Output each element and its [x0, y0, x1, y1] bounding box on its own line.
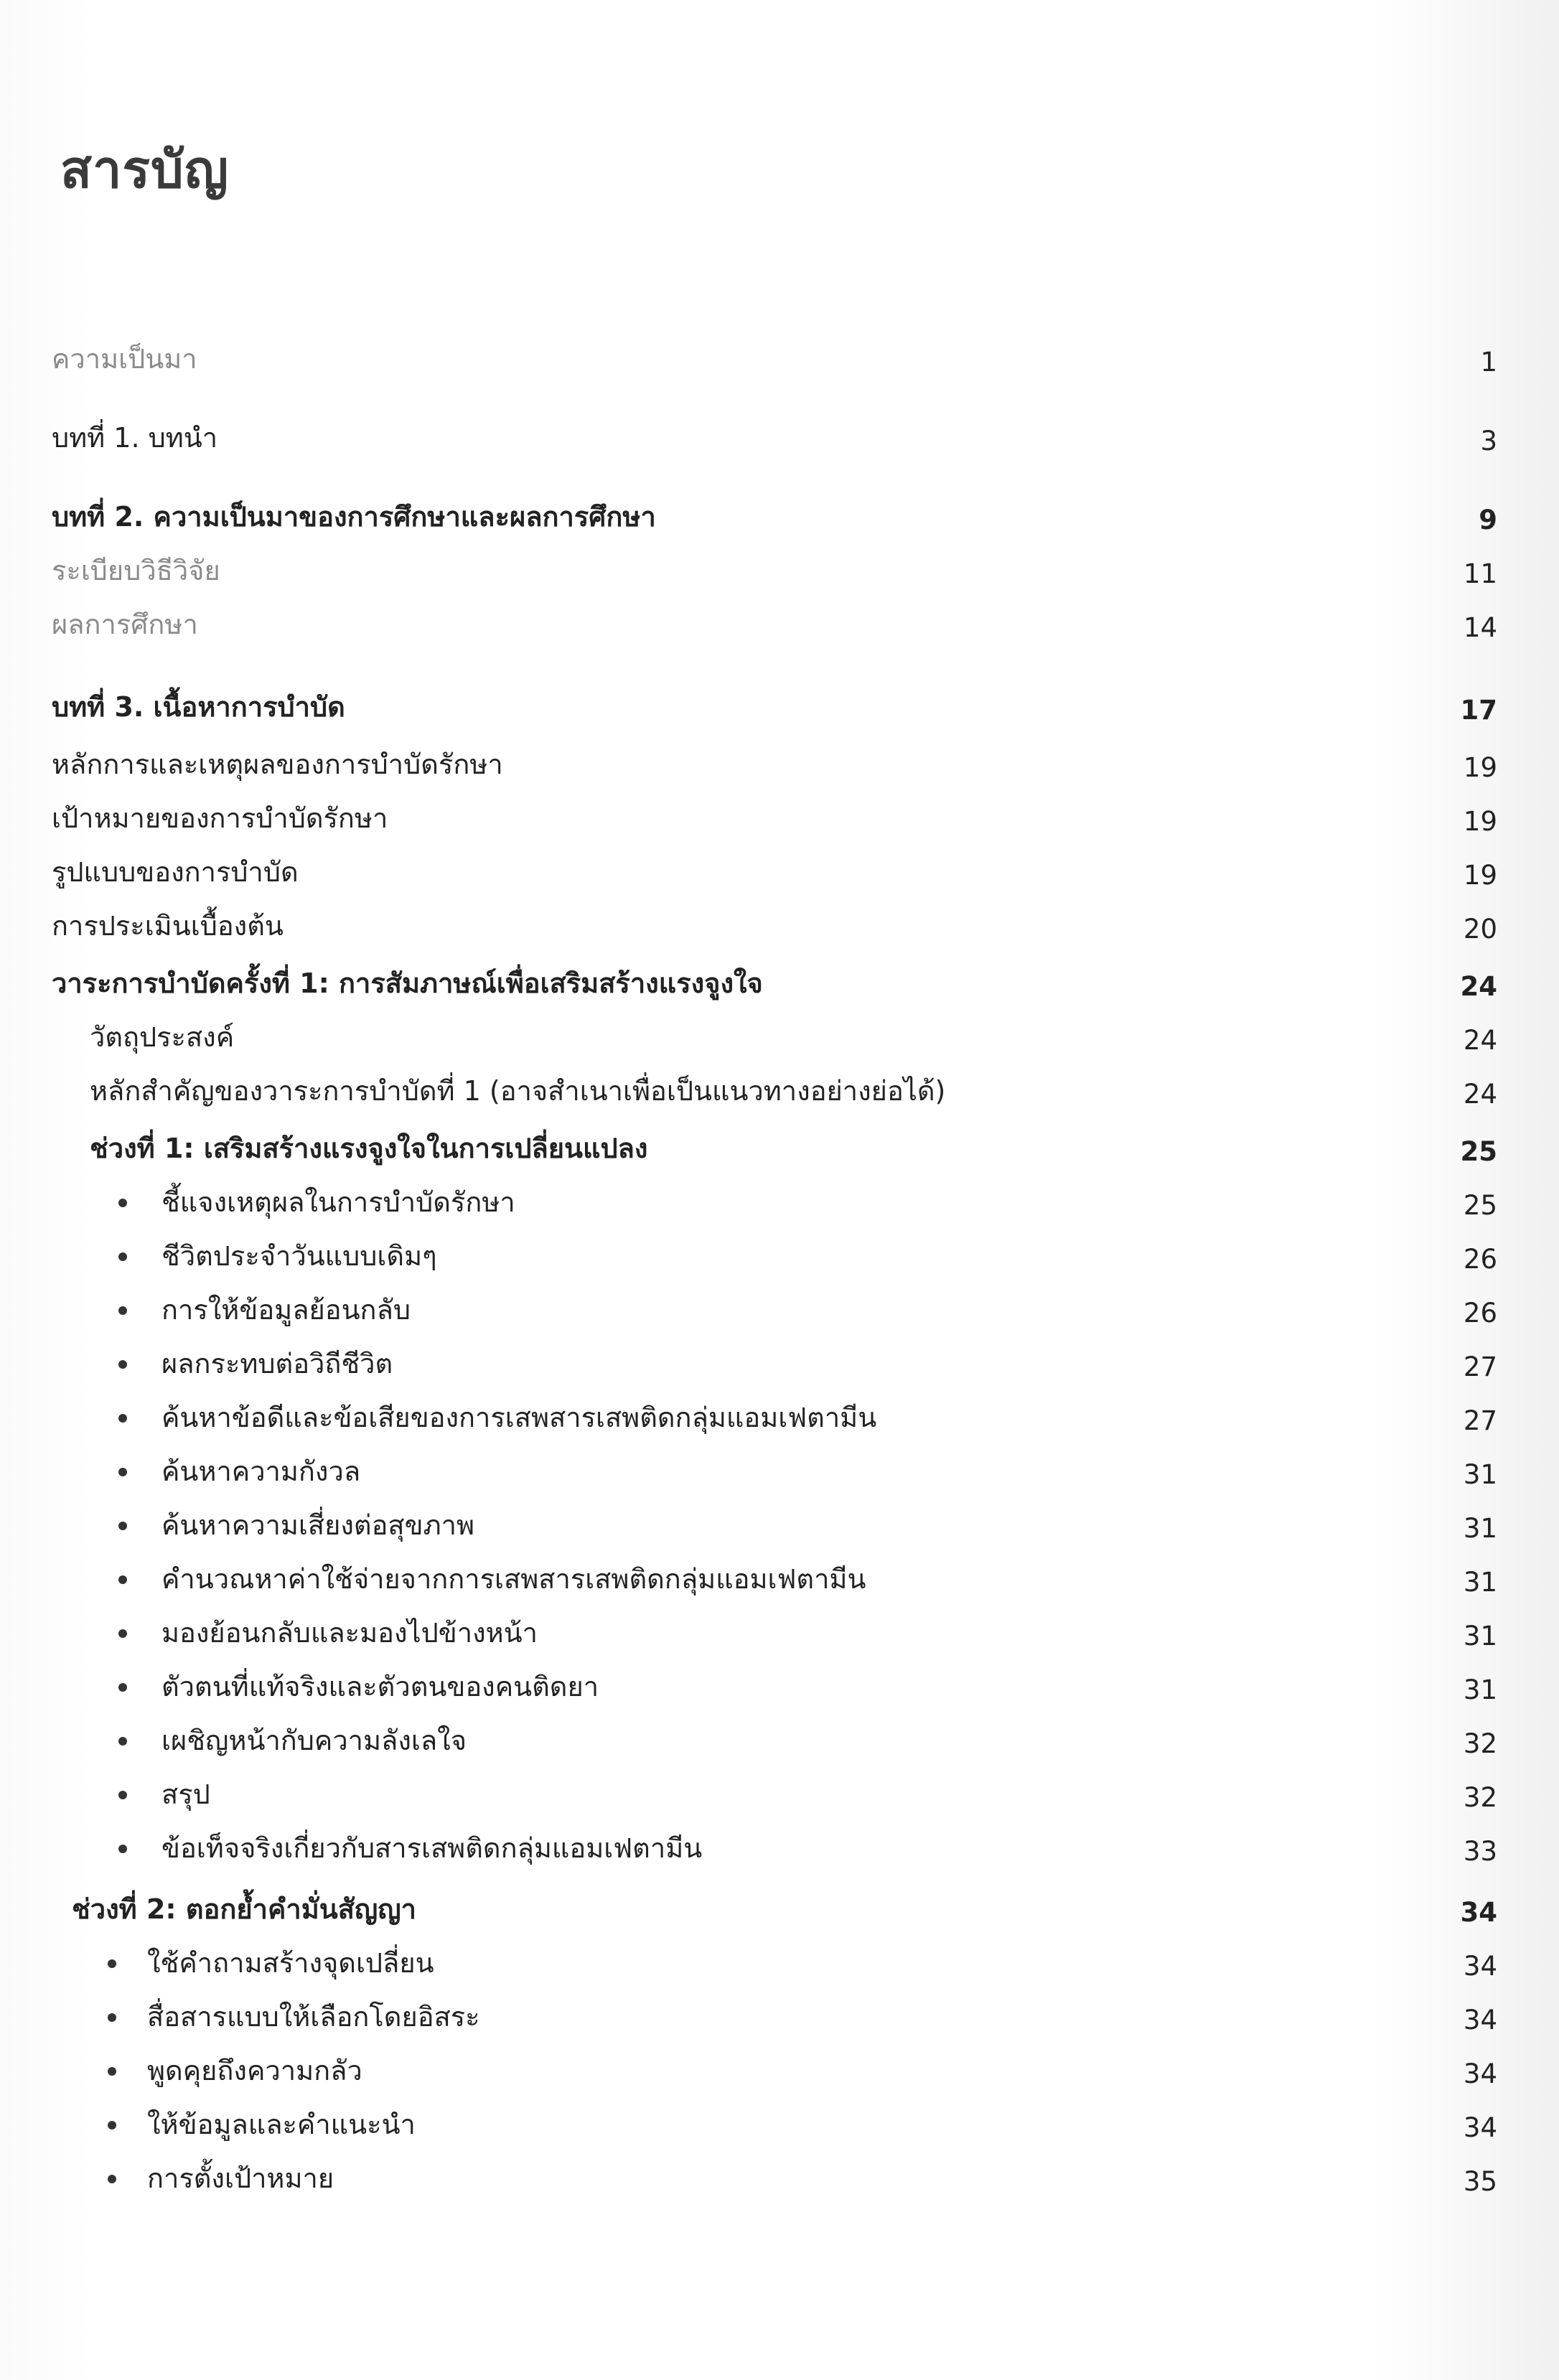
bullet-icon	[118, 1522, 127, 1530]
toc-entry	[0, 1450, 1559, 1493]
toc-entry-label: บทที่ 2. ความเป็นมาของการศึกษาและผลการศึกษา	[52, 501, 656, 533]
toc-page-number: 31	[1463, 1567, 1497, 1598]
toc-entry-label: ความเป็นมา	[52, 343, 197, 375]
toc-entry-label: เผชิญหน้ากับความลังเลใจ	[161, 1725, 467, 1756]
toc-entry-label: หลักสำคัญของวาระการบำบัดที่ 1 (อาจสำเนาเพื่อเป็นแนวทางอย่างย่อได้)	[90, 1075, 946, 1107]
toc-entry-label: ช่วงที่ 1: เสริมสร้างแรงจูงใจในการเปลี่ยนแปลง	[90, 1133, 648, 1164]
toc-entry-label: เป้าหมายของการบำบัดรักษา	[52, 802, 388, 834]
toc-page-number: 34	[1463, 2112, 1497, 2143]
toc-entry	[0, 743, 1559, 786]
bullet-icon	[118, 1575, 127, 1584]
toc-page-number: 31	[1463, 1513, 1497, 1544]
toc-entry	[0, 1342, 1559, 1385]
toc-page-number: 24	[1460, 971, 1497, 1002]
toc-entry-label: วัตถุประสงค์	[90, 1021, 235, 1053]
toc-entry-label: ค้นหาความกังวล	[161, 1456, 361, 1487]
toc-entry	[0, 1827, 1559, 1870]
toc-page-number: 24	[1463, 1025, 1497, 1056]
toc-page-number: 9	[1479, 505, 1497, 535]
toc-entry	[0, 1888, 1559, 1931]
toc-page-number: 33	[1463, 1836, 1497, 1867]
toc-entry-label: ช่วงที่ 2: ตอกย้ำคำมั่นสัญญา	[72, 1893, 417, 1925]
toc-entry-label: ผลกระทบต่อวิถีชีวิต	[161, 1348, 393, 1379]
bullet-icon	[118, 1252, 127, 1261]
toc-entry-label: รูปแบบของการบำบัด	[52, 856, 299, 888]
toc-page-number: 26	[1463, 1244, 1497, 1275]
bullet-icon	[118, 1199, 127, 1207]
toc-page-number: 19	[1463, 806, 1497, 837]
toc-entry	[0, 1557, 1559, 1601]
toc-page-number: 35	[1463, 2166, 1497, 2197]
toc-page-number: 34	[1463, 1951, 1497, 1982]
toc-entry-label: หลักการและเหตุผลของการบำบัดรักษา	[52, 749, 503, 780]
bullet-icon	[118, 1629, 127, 1638]
toc-entry-label: ชีวิตประจำวันแบบเดิมๆ	[161, 1240, 437, 1272]
toc-page-number: 17	[1460, 695, 1497, 726]
toc-entry-label: สรุป	[161, 1779, 210, 1810]
toc-entry	[0, 1773, 1559, 1816]
toc-page-number: 32	[1463, 1728, 1497, 1759]
toc-page-number: 24	[1463, 1079, 1497, 1110]
toc-entry	[0, 1234, 1559, 1278]
bullet-icon	[108, 2013, 116, 2022]
toc-entry-label: ผลการศึกษา	[52, 609, 198, 640]
toc-entry	[0, 2049, 1559, 2092]
bullet-icon	[118, 1468, 127, 1476]
bullet-icon	[118, 1845, 127, 1853]
bullet-icon	[118, 1360, 127, 1369]
toc-page-number: 20	[1463, 914, 1497, 945]
toc-page-number: 3	[1480, 426, 1497, 456]
toc-page-number: 31	[1463, 1674, 1497, 1705]
toc-entry-label: ตัวตนที่แท้จริงและตัวตนของคนติดยา	[161, 1671, 599, 1702]
toc-entry	[0, 1016, 1559, 1059]
toc-entry-label: ค้นหาข้อดีและข้อเสียของการเสพสารเสพติดกลุ่มแอมเฟตามีน	[161, 1402, 877, 1433]
toc-page-number: 14	[1463, 612, 1497, 643]
toc-entry	[0, 797, 1559, 840]
page-title: สารบัญ	[60, 139, 230, 200]
toc-entry	[0, 1665, 1559, 1708]
toc-entry	[0, 1127, 1559, 1170]
toc-page-number: 25	[1460, 1136, 1497, 1167]
toc-page-number: 31	[1463, 1621, 1497, 1652]
toc-entry	[0, 685, 1559, 728]
toc-entry-label: ให้ข้อมูลและคำแนะนำ	[147, 2109, 416, 2140]
toc-entry-label: การตั้งเป้าหมาย	[147, 2163, 334, 2194]
toc-entry	[0, 549, 1559, 592]
bullet-icon	[118, 1791, 127, 1799]
toc-entry-label: มองย้อนกลับและมองไปข้างหน้า	[161, 1617, 538, 1649]
bullet-icon	[108, 2121, 116, 2130]
toc-entry-label: คำนวณหาค่าใช้จ่ายจากการเสพสารเสพติดกลุ่มแอมเฟตามีน	[161, 1563, 866, 1595]
toc-page-number: 19	[1463, 752, 1497, 783]
toc-page-number: 32	[1463, 1782, 1497, 1813]
toc-entry-label: ข้อเท็จจริงเกี่ยวกับสารเสพติดกลุ่มแอมเฟตามีน	[161, 1832, 703, 1864]
toc-entry	[0, 1504, 1559, 1547]
toc-entry-label: การประเมินเบื้องต้น	[52, 910, 284, 942]
toc-entry-label: ใช้คำถามสร้างจุดเปลี่ยน	[147, 1947, 434, 1979]
toc-entry	[0, 1181, 1559, 1224]
toc-entry	[0, 1941, 1559, 1985]
bullet-icon	[118, 1683, 127, 1692]
toc-entry	[0, 603, 1559, 646]
toc-entry	[0, 2103, 1559, 2146]
toc-entry-label: วาระการบำบัดครั้งที่ 1: การสัมภาษณ์เพื่อเสริมสร้างแรงจูงใจ	[52, 968, 763, 999]
toc-entry-label: บทที่ 1. บทนำ	[52, 422, 218, 454]
bullet-icon	[108, 2067, 116, 2076]
toc-entry	[0, 1396, 1559, 1439]
bullet-icon	[118, 1737, 127, 1746]
toc-page-number: 27	[1463, 1405, 1497, 1436]
toc-entry-label: บทที่ 3. เนื้อหาการบำบัด	[52, 691, 345, 723]
toc-page-number: 19	[1463, 860, 1497, 891]
bullet-icon	[108, 1959, 116, 1968]
toc-entry-label: ชี้แจงเหตุผลในการบำบัดรักษา	[161, 1186, 515, 1218]
toc-entry	[0, 1995, 1559, 2038]
toc-entry	[0, 1069, 1559, 1112]
toc-entry-label: สื่อสารแบบให้เลือกโดยอิสระ	[147, 2001, 480, 2033]
toc-page-number: 25	[1463, 1190, 1497, 1221]
toc-page-number: 11	[1463, 558, 1497, 589]
toc-page-number: 26	[1463, 1298, 1497, 1329]
toc-entry	[0, 962, 1559, 1005]
toc-entry	[0, 904, 1559, 947]
toc-entry-label: ค้นหาความเสี่ยงต่อสุขภาพ	[161, 1509, 475, 1541]
toc-page-number: 34	[1463, 2058, 1497, 2089]
toc-entry	[0, 1719, 1559, 1762]
bullet-icon	[118, 1306, 127, 1315]
toc-entry	[0, 337, 1559, 380]
bullet-icon	[118, 1414, 127, 1423]
toc-entry	[0, 1288, 1559, 1331]
toc-entry	[0, 2157, 1559, 2200]
toc-entry-label: พูดคุยถึงความกลัว	[147, 2055, 362, 2086]
toc-page-number: 27	[1463, 1351, 1497, 1382]
toc-entry	[0, 1611, 1559, 1654]
toc-entry	[0, 416, 1559, 459]
toc-page-number: 34	[1460, 1897, 1497, 1928]
toc-entry	[0, 495, 1559, 538]
toc-entry	[0, 851, 1559, 894]
bullet-icon	[108, 2175, 116, 2183]
toc-entry-label: ระเบียบวิธีวิจัย	[52, 555, 220, 586]
toc-entry-label: การให้ข้อมูลย้อนกลับ	[161, 1294, 411, 1326]
toc-page-number: 1	[1480, 347, 1497, 378]
toc-page-number: 34	[1463, 2005, 1497, 2035]
toc-page-number: 31	[1463, 1459, 1497, 1490]
